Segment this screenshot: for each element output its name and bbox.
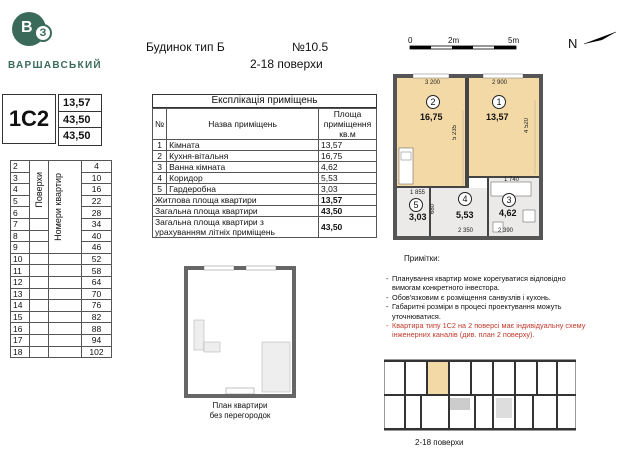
room-4-number: 4 [458, 192, 472, 206]
note-item: - Обов'язковим є розміщення санвузлів і кухонь. [386, 293, 596, 302]
room-3-number: 3 [502, 193, 516, 207]
table-row: 2 Кухня-вітальня 16,75 [153, 151, 377, 162]
floor-cell: 18 [11, 346, 30, 358]
floor-cell: 5 [11, 195, 30, 207]
area-total-summer: 43,50 [63, 130, 91, 143]
apartment-number-cell: 58 [82, 265, 112, 277]
scale-label-2: 2m [448, 36, 460, 45]
notes-list [386, 274, 596, 340]
table-row: 4 Коридор 5,53 [153, 173, 377, 184]
table-row [11, 300, 112, 312]
apartment-number-cell: 70 [82, 288, 112, 300]
apartment-number-cell: 94 [82, 334, 112, 346]
table-row: 1 Кімната 13,57 [153, 140, 377, 151]
logo-letter-z: З [34, 24, 52, 42]
plan2-caption: План квартири без перегородок [209, 401, 271, 420]
apartment-number-cell: 64 [82, 276, 112, 288]
table-row [11, 323, 112, 335]
dim-label: 680 [430, 204, 436, 215]
area-living: 13,57 [59, 95, 101, 112]
apartment-number-cell: 22 [82, 195, 112, 207]
dim-label: 1 855 [410, 190, 426, 196]
table-row: 3 Ванна кімната 4,62 [153, 162, 377, 173]
room-2-area: 16,75 [420, 112, 443, 122]
dim-label: 4 520 [524, 118, 530, 134]
logo-letter-v: В [21, 19, 33, 36]
table-row [11, 253, 112, 265]
apartment-number-cell: 34 [82, 218, 112, 230]
explication-table [152, 108, 377, 238]
floor-cell: 7 [11, 218, 30, 230]
floor-cell: 16 [11, 323, 30, 335]
note-item: - Планування квартир може корегуватися відповідно вимогам конкретного інвестора. [386, 274, 596, 293]
floors-heading: Поверхи [34, 171, 44, 208]
apartment-number-cell: 102 [82, 346, 112, 358]
table-row [11, 346, 112, 358]
dim-label: 2 390 [498, 228, 514, 234]
table-row [11, 311, 112, 323]
floor-cell: 9 [11, 242, 30, 254]
floor-cell: 12 [11, 276, 30, 288]
apartment-number-cell: 10 [82, 172, 112, 184]
apartment-areas [58, 94, 102, 146]
note-item: - Габаритні розміри в процесі проектування можуть уточнюватися. [386, 302, 596, 321]
table-row [11, 334, 112, 346]
floor-cell: 17 [11, 334, 30, 346]
dim-label: 3 200 [425, 80, 441, 86]
room-4-area: 5,53 [456, 210, 474, 220]
dim-label: 5 235 [452, 125, 458, 141]
col-area: Площа приміщення кв.м [319, 109, 377, 140]
explication-title: Експлікація приміщень [152, 94, 377, 108]
floors-table [10, 160, 112, 358]
apartment-number-cell: 46 [82, 242, 112, 254]
table-row [11, 161, 112, 173]
apartment-number-cell: 82 [82, 311, 112, 323]
scale-label-5: 5m [508, 36, 520, 45]
apartment-number-cell: 16 [82, 184, 112, 196]
area-total: 43,50 [59, 112, 101, 129]
table-row: Загальна площа квартири 43,50 [153, 206, 377, 217]
floor-cell: 13 [11, 288, 30, 300]
col-name: Назва приміщень [167, 109, 319, 140]
table-row [11, 288, 112, 300]
floor-cell: 11 [11, 265, 30, 277]
apartments-heading: Номери квартир [53, 172, 63, 241]
floor-cell: 10 [11, 253, 30, 265]
apartment-number-cell: 4 [82, 161, 112, 173]
table-row: Загальна площа квартири з урахуванням літніх приміщень 43,50 [153, 217, 377, 238]
room-1-area: 13,57 [486, 112, 509, 122]
table-row [11, 276, 112, 288]
apartment-number-cell: 88 [82, 323, 112, 335]
table-row: Житлова площа квартири 13,57 [153, 195, 377, 206]
brand-name: ВАРШАВСЬКИЙ [8, 60, 102, 71]
notes-title: Примітки: [404, 254, 440, 263]
floor-plan-caption: 2-18 поверхи [415, 438, 464, 447]
north-label: N [568, 36, 578, 51]
dim-label: 2 350 [458, 228, 474, 234]
floors-range: 2-18 поверхи [250, 57, 323, 71]
scale-label-0: 0 [408, 36, 413, 45]
floor-cell: 2 [11, 161, 30, 173]
apartment-code: 1С2 [2, 94, 56, 144]
apartment-number-cell: 76 [82, 300, 112, 312]
floor-cell: 6 [11, 207, 30, 219]
floor-cell: 8 [11, 230, 30, 242]
scale-bar [408, 44, 520, 52]
apartment-number-cell: 28 [82, 207, 112, 219]
north-arrow-icon [582, 30, 618, 46]
dim-label: 1 740 [504, 177, 520, 183]
floor-cell: 4 [11, 184, 30, 196]
house-type: Будинок тип Б [146, 40, 225, 54]
apartment-number-cell: 52 [82, 253, 112, 265]
room-1-number: 1 [492, 95, 506, 109]
floor-cell: 14 [11, 300, 30, 312]
table-row [11, 265, 112, 277]
room-2-number: 2 [426, 95, 440, 109]
room-5-area: 3,03 [409, 212, 427, 222]
floor-plan-thumbnail [384, 354, 576, 434]
house-number: №10.5 [292, 40, 329, 54]
room-5-number: 5 [409, 198, 423, 212]
note-item-highlight: - Квартира типу 1С2 на 2 поверсі має індивідуальну схему інженерних каналів (див. план 2 поверху). [386, 321, 596, 340]
apartment-number-cell: 40 [82, 230, 112, 242]
floor-cell: 3 [11, 172, 30, 184]
dim-label: 2 900 [492, 80, 508, 86]
floor-cell: 15 [11, 311, 30, 323]
col-num: № [153, 109, 167, 140]
table-row: 5 Гардеробна 3,03 [153, 184, 377, 195]
room-3-area: 4,62 [499, 208, 517, 218]
plan-without-partitions [184, 262, 296, 402]
